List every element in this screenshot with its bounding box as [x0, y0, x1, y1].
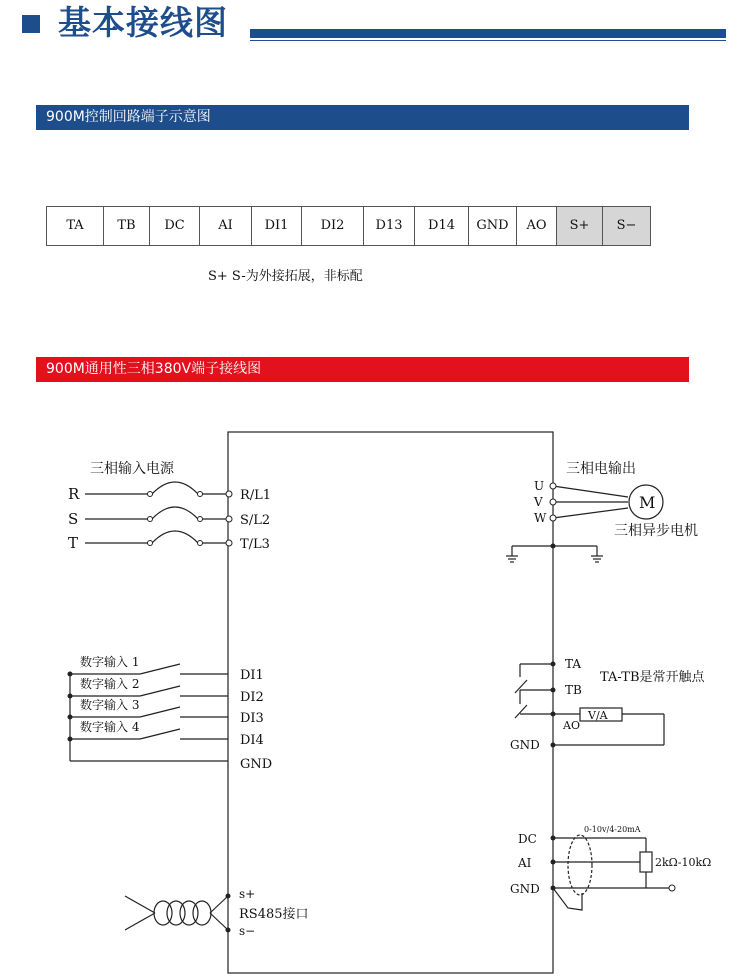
terminal-gnd: GND [240, 757, 273, 772]
terminal-di2: DI2 [240, 690, 264, 705]
digital-input-3-label: 数字输入 3 [80, 698, 140, 712]
digital-input-1-label: 数字输入 1 [80, 655, 140, 669]
analog-signal-range: 0-10v/4-20mA [584, 825, 641, 834]
digital-input-2-label: 数字输入 2 [80, 677, 140, 691]
section-control-terminals-band: 900M控制回路端子示意图 [36, 105, 689, 130]
terminal-di4: DI4 [240, 733, 264, 748]
phase-r-label: R [68, 485, 80, 503]
terminal-tl3: T/L3 [240, 537, 270, 552]
terminal-ao: AO [563, 719, 580, 732]
terminal-cell-d14: D14 [415, 207, 469, 245]
section-wiring-band: 900M通用性三相380V端子接线图 [36, 357, 689, 382]
terminal-cell-gnd: GND [469, 207, 517, 245]
power-input-title: 三相输入电源 [90, 461, 174, 477]
phase-s-label: S [68, 510, 79, 528]
page-title: 基本接线图 [58, 3, 228, 42]
motor-output-title: 三相电输出 [566, 461, 636, 477]
motor-label: 三相异步电机 [614, 523, 698, 539]
terminal-cell-tb: TB [104, 207, 150, 245]
resistor-icon [640, 852, 652, 872]
rs485-label: RS485接口 [239, 907, 309, 922]
terminal-cell-ta: TA [47, 207, 104, 245]
terminal-cell-di2: DI2 [302, 207, 364, 245]
terminal-u: U [534, 479, 545, 493]
terminal-cell-di1: DI1 [252, 207, 302, 245]
terminal-ta: TA [565, 657, 582, 671]
terminal-sl2: S/L2 [240, 513, 271, 528]
relay-note: TA-TB是常开触点 [600, 670, 705, 685]
terminal-v: V [534, 495, 543, 509]
terminal-ai-gnd: GND [510, 882, 540, 896]
terminal-di1: DI1 [240, 668, 264, 683]
terminal-di3: DI3 [240, 711, 264, 726]
resistor-label: 2kΩ-10kΩ [655, 856, 712, 869]
terminal-ai: AI [518, 856, 532, 870]
rs485-minus: s− [239, 924, 256, 938]
terminal-note: S+ S-为外接拓展，非标配 [208, 269, 363, 284]
rs485-plus: s+ [239, 887, 256, 901]
terminal-ao-gnd: GND [510, 738, 540, 752]
terminal-cell-ai: AI [200, 207, 252, 245]
terminal-cell-s: S+ [557, 207, 603, 245]
digital-input-4-label: 数字输入 4 [80, 720, 140, 734]
terminal-cell-dc: DC [150, 207, 200, 245]
terminal-cell-d13: D13 [364, 207, 415, 245]
phase-t-label: T [68, 534, 79, 552]
inverter-box [228, 432, 553, 973]
va-meter-label: V/A [588, 709, 608, 722]
terminal-dc: DC [518, 832, 537, 846]
terminal-w: W [534, 511, 547, 525]
terminal-cell-s: S− [603, 207, 651, 245]
terminal-cell-ao: AO [517, 207, 557, 245]
motor-symbol: M [639, 493, 656, 512]
terminal-tb: TB [565, 683, 582, 697]
terminal-rl1: R/L1 [240, 488, 272, 503]
